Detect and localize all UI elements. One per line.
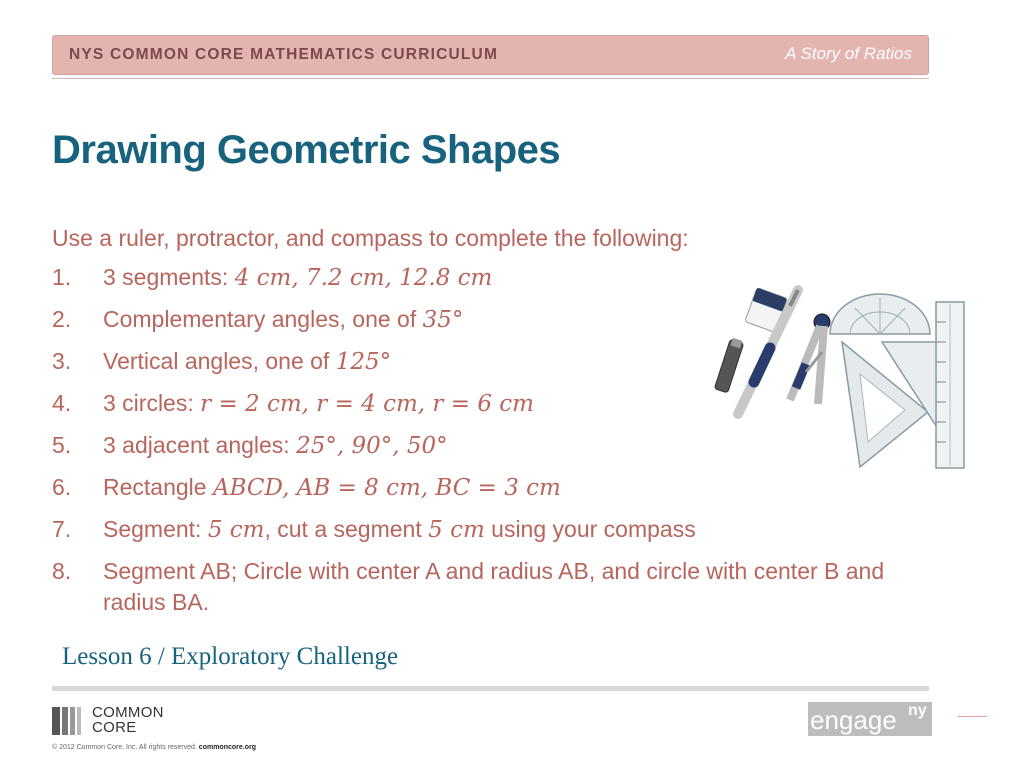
slide-title: Drawing Geometric Shapes (52, 128, 561, 172)
common-core-bars-icon (52, 707, 86, 735)
task-math-2: 5 cm (428, 517, 485, 543)
engage-wordmark: engage (810, 705, 897, 735)
ny-superscript: ny (908, 702, 927, 719)
common-core-line-1: COMMON (92, 704, 164, 721)
task-label: 3 segments: (103, 264, 229, 290)
task-label: 3 circles: (103, 390, 194, 416)
protractor-icon (830, 294, 930, 334)
task-label: Vertical angles, one of (103, 348, 330, 374)
set-square-icon (842, 342, 940, 467)
task-label: Complementary angles, one of (103, 306, 417, 332)
geometry-tools-image (710, 282, 970, 472)
corner-dash (958, 716, 987, 717)
copyright-notice: © 2012 Common Core, Inc. All rights reserved. (52, 744, 197, 751)
task-label: 3 adjacent angles: (103, 432, 290, 458)
task-end: using your compass (491, 516, 696, 542)
task-item-8 (52, 556, 942, 618)
task-math: r = 2 cm, r = 4 cm, r = 6 cm (200, 391, 534, 417)
task-item-6 (52, 472, 942, 504)
task-number: 4. (52, 390, 72, 416)
task-number: 7. (52, 516, 72, 542)
story-name: A Story of Ratios (785, 44, 912, 63)
task-label: Rectangle (103, 474, 207, 500)
task-middle: , cut a segment (264, 516, 422, 542)
task-math: 35° (422, 307, 464, 333)
task-number: 2. (52, 306, 72, 332)
lead-tube-icon (714, 338, 743, 393)
common-core-line-2: CORE (92, 719, 137, 736)
commoncore-link[interactable]: commoncore.org (198, 744, 256, 751)
lesson-label: Lesson 6 / Exploratory Challenge (62, 643, 399, 670)
task-number: 8. (52, 558, 72, 584)
instructions-text: Use a ruler, protractor, and compass to complete the following: (52, 225, 689, 251)
engageny-logo (808, 702, 932, 736)
task-math: 4 cm, 7.2 cm, 12.8 cm (234, 265, 493, 291)
task-label: Segment: (103, 516, 202, 542)
task-number: 6. (52, 474, 72, 500)
copyright-text (52, 744, 256, 751)
header-divider (52, 78, 929, 79)
task-number: 5. (52, 432, 72, 458)
ruler-icon (936, 302, 964, 468)
task-item-7 (52, 514, 942, 546)
task-math: 5 cm (207, 517, 265, 543)
curriculum-name: NYS COMMON CORE MATHEMATICS CURRICULUM (69, 46, 499, 63)
header-bar (52, 35, 929, 75)
task-number: 3. (52, 348, 72, 374)
footer-divider (52, 686, 929, 691)
task-math: 125° (335, 349, 392, 375)
task-number: 1. (52, 264, 72, 290)
task-math: 25°, 90°, 50° (296, 433, 448, 459)
task-math: ABCD, AB = 8 cm, BC = 3 cm (212, 475, 561, 501)
compass-icon (790, 314, 830, 404)
task-label: Segment AB; Circle with center A and radius AB, and circle with center B and radius BA. (103, 558, 885, 615)
